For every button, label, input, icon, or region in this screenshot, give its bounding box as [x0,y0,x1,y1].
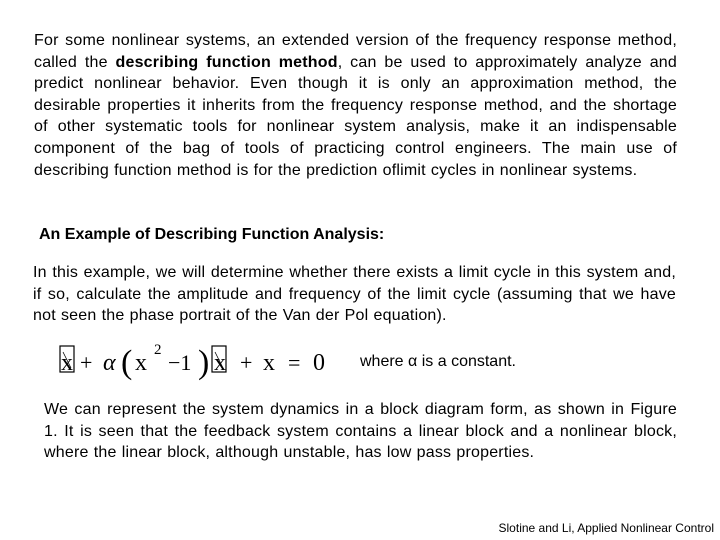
alpha-symbol: α [103,350,116,376]
x-ddot-symbol: x [61,350,73,376]
open-paren: ( [121,344,133,381]
intro-text-after: , can be used to approximately analyze and predict nonlinear behavior. Even though it is only an approximation method, the desirable properties it inherits from the frequency response method, and the shortage of other systematic tools for nonlinear system analysis, make it an indispensable component of the bag of tools of practicing control engineers. The main use of describing function method is for the prediction oflimit cycles in nonlinear systems. [34,53,677,179]
section-heading: An Example of Describing Function Analysis: [39,226,385,243]
example-paragraph: In this example, we will determine whether there exists a limit cycle in this system and, if so, calculate the amplitude and frequency of the limit cycle (assuming that we have not seen the phase portrait of the Van der Pol equation). [33,264,676,325]
close-paren: ) [198,344,210,381]
minus-one: −1 [168,350,192,375]
exponent-two: 2 [154,342,162,358]
source-credit: Slotine and Li, Applied Nonlinear Control [498,521,714,535]
block-diagram-paragraph: We can represent the system dynamics in a block diagram form, as shown in Figure 1. It is seen that the feedback system contains a linear block and a nonlinear block, where the linear block, although unstable, has low pass properties. [44,401,677,462]
equation-graphic [58,338,348,384]
x-dot-symbol: x [214,350,226,376]
intro-paragraph [34,30,677,181]
plus-sign-2: + [240,350,253,375]
equation-note: where α is a constant. [360,353,516,370]
intro-text-before: For some nonlinear systems, an extended version of the frequency response method, called the [34,32,677,71]
x-symbol-2: x [263,350,275,376]
x-symbol: x [135,350,147,376]
zero: 0 [313,350,325,376]
plus-sign-1: + [80,350,93,375]
van-der-pol-equation [58,338,348,384]
describing-function-term: describing function method [115,53,338,71]
equals-sign: = [288,350,301,375]
